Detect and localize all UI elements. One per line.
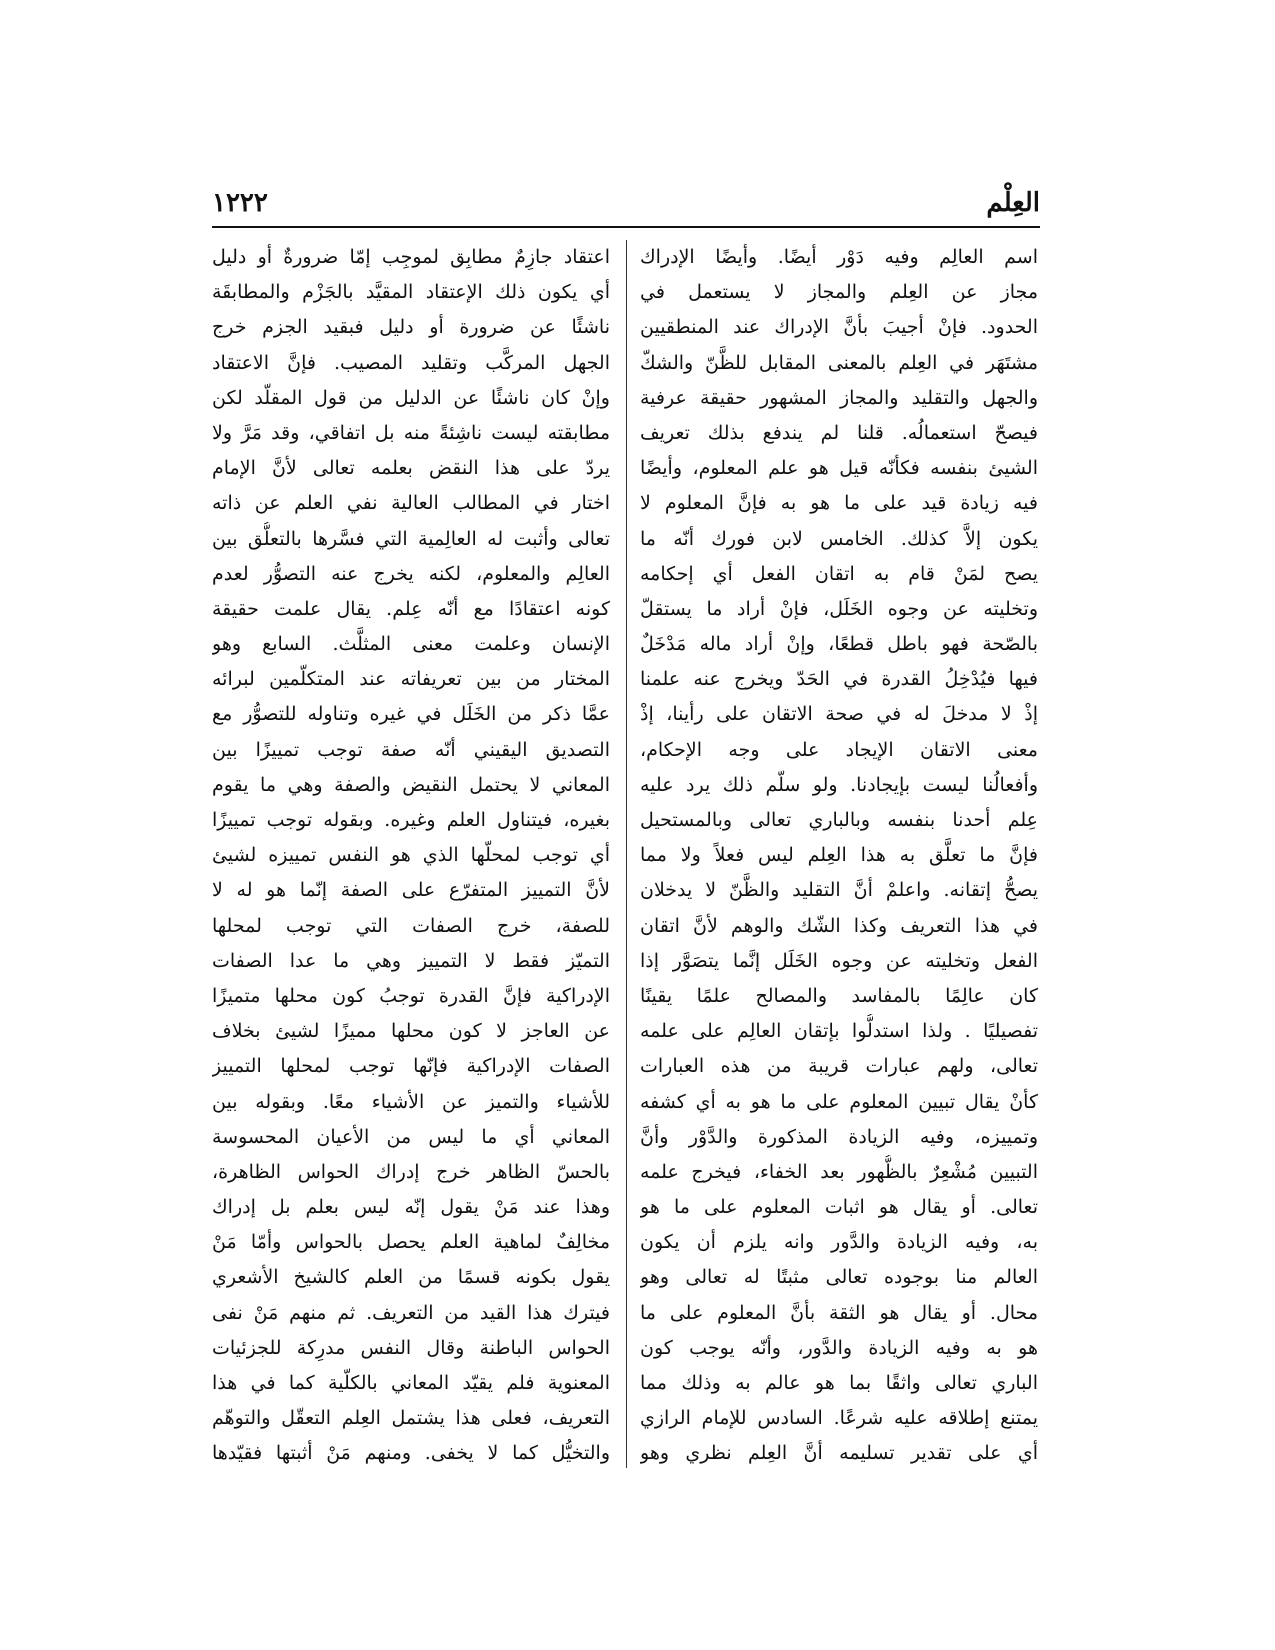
text-line: الشيئ بنفسه فكأنّه قيل هو علم المعلوم، وأيضًا (640, 457, 1038, 480)
text-line: كأنْ يقال تبيين المعلوم على ما هو به أي كشفه (640, 1090, 1038, 1113)
text-line: الحدود. فإنْ أجيبَ بأنَّ الإدراك عند المنطقيين (640, 316, 1038, 339)
page-number: ١٢٢٢ (212, 188, 268, 218)
text-line: ناشئًا عن ضرورة أو دليل فبقيد الجزم خرج (212, 316, 610, 339)
text-line: تعالى وأثبت له العالِمية التي فسَّرها بالتعلُّق بين (212, 527, 610, 550)
text-line: بالحسّ الظاهر خرج إدراك الحواس الظاهرة، (212, 1160, 610, 1183)
text-line: التصديق اليقيني أنّه صفة توجب تمييزًا بين (212, 738, 610, 761)
left-column (212, 240, 610, 1472)
text-line: المعنوية فلم يقيّد المعاني بالكلّية كما في هذا (212, 1372, 610, 1394)
text-line: في هذا التعريف وكذا الشّك والوهم لأنَّ اتقان (640, 914, 1038, 937)
text-line: وتمييزه، وفيه الزيادة المذكورة والدَّوْر وأنَّ (640, 1125, 1038, 1148)
text-line: إذْ لا مدخلَ له في صحة الاتقان على رأينا، إذْ (640, 703, 1038, 726)
text-line: الجهل المركَّب وتقليد المصيب. فإنَّ الاعتقاد (212, 351, 610, 374)
text-line: كونه اعتقادًا مع أنّه عِلم. يقال علمت حقيقة (212, 597, 610, 620)
text-line: فيصحّ استعمالُه. قلنا لم يندفع بذلك تعريف (640, 421, 1038, 444)
text-line: اعتقاد جازِمٌ مطابِق لموجِب إمّا ضرورةٌ أو دليل (212, 246, 610, 268)
text-line: بالصّحة فهو باطل قطعًا، وإنْ أراد ماله مَدْخَلٌ (640, 633, 1038, 656)
text-line: أي يكون ذلك الإعتقاد المقيَّد بالجَزْم والمطابقَة (212, 281, 610, 304)
text-line: والجهل والتقليد والمجاز المشهور حقيقة عرفية (640, 386, 1038, 409)
text-line: وهذا عند مَنْ يقول إنّه ليس بعلم بل إدراك (212, 1196, 610, 1219)
text-line: تفصيليًا . ولذا استدلُّوا بإتقان العالِم على علمه (640, 1020, 1038, 1043)
text-line: أي توجب لمحلّها الذي هو النفس تمييزه لشيئ (212, 844, 610, 867)
text-line: فإنَّ ما تعلَّق به هذا العِلم ليس فعلاً ولا مما (640, 844, 1038, 867)
text-line: يردّ على هذا النقض بعلمه تعالى لأنَّ الإمام (212, 457, 610, 480)
text-line: محال. أو يقال هو الثقة بأنَّ المعلوم على ما (640, 1301, 1038, 1324)
text-line: للأشياء والتميز عن الأشياء معًا. وبقوله بين (212, 1090, 610, 1113)
text-line: بغيره، فيتناول العلم وغيره. وبقوله توجب تمييزًا (212, 809, 610, 831)
text-line: فيترك هذا القيد من التعريف. ثم منهم مَنْ نفى (212, 1301, 610, 1324)
text-line: الإدراكية فإنَّ القدرة توجبُ كون محلها متميزًا (212, 984, 610, 1007)
text-line: مجاز عن العِلم والمجاز لا يستعمل في (640, 281, 1038, 304)
text-line: المعاني أي ما ليس من الأعيان المحسوسة (212, 1125, 610, 1148)
text-line: عمَّا ذكر من الخَلَل في غيره وتناوله للتصوُّر مع (212, 703, 610, 726)
text-line: عِلم أحدنا بنفسه وبالباري تعالى وبالمستحيل (640, 809, 1038, 831)
text-line: اختار في المطالب العالية نفي العلم عن ذاته (212, 492, 610, 515)
column-divider (626, 240, 627, 1468)
text-line: به، وفيه الزيادة والدَّور وانه يلزم أن يكون (640, 1231, 1038, 1254)
text-line: الإنسان وعلمت معنى المثلَّث. السابع وهو (212, 633, 610, 656)
text-line: العالِم والمعلوم، لكنه يخرج عنه التصوُّر لعدم (212, 562, 610, 585)
text-line: مشتَهَر في العِلم بالمعنى المقابل للظَّنّ والشكّ (640, 351, 1038, 374)
text-line: المعاني لا يحتمل النقيض والصفة وهي ما يقوم (212, 773, 610, 796)
text-line: فيها فيُدْخِلُ القدرة في الحَدّ ويخرج عنه علمنا (640, 668, 1038, 691)
text-line: التعريف، فعلى هذا يشتمل العِلم التعقّل والتوهّم (212, 1407, 610, 1430)
text-line: اسم العالِم وفيه دَوْر أيضًا. وأيضًا الإدراك (640, 246, 1038, 268)
text-line: مخالِفٌ لماهية العلم يحصل بالحواس وأمّا مَنْ (212, 1231, 610, 1254)
text-line: يمتنع إطلاقه عليه شرعًا. السادس للإمام الرازي (640, 1407, 1038, 1430)
text-line: معنى الاتقان الإيجاد على وجه الإحكام، (640, 738, 1038, 761)
text-line: وتخليته عن وجوه الخَلَل، فإنْ أراد ما يستقلّ (640, 597, 1038, 620)
text-line: للصفة، خرج الصفات التي توجب لمحلها (212, 914, 610, 937)
text-line: كان عالِمًا بالمفاسد والمصالح علمًا يقينًا (640, 984, 1038, 1007)
running-title: العِلْم (986, 188, 1040, 218)
text-line: التميّز فقط لا التمييز وهي ما عدا الصفات (212, 949, 610, 972)
text-line: الحواس الباطنة وقال النفس مدرِكة للجزئيات (212, 1336, 610, 1359)
page-header (212, 188, 1040, 228)
text-line: وأفعالُنا ليست بإيجادنا. ولو سلّم ذلك يرد عليه (640, 773, 1038, 796)
text-line: يصح لمَنْ قام به اتقان الفعل أي إحكامه (640, 562, 1038, 585)
text-line: تعالى. أو يقال هو اثبات المعلوم على ما هو (640, 1196, 1038, 1219)
right-column (640, 240, 1038, 1472)
text-line: يقول بكونه قسمًا من العلم كالشيخ الأشعري (212, 1266, 610, 1289)
text-line: أي على تقدير تسليمه أنَّ العِلم نظري وهو (640, 1442, 1038, 1465)
text-line: الصفات الإدراكية فإنّها توجب لمحلها التمييز (212, 1055, 610, 1078)
text-line: والتخيُّل كما لا يخفى. ومنهم مَنْ أثبتها فقيّدها (212, 1442, 610, 1465)
text-line: الفعل وتخليته عن وجوه الخَلَل إنَّما يتصَوَّر إذا (640, 949, 1038, 972)
text-line: وإنْ كان ناشئًا عن الدليل من قول المقلّد لكن (212, 386, 610, 409)
text-line: الباري تعالى واثقًا بما هو عالم به وذلك مما (640, 1372, 1038, 1394)
text-line: مطابقته ليست ناشِئةً منه بل اتفاقي، وقد مَرَّ ولا (212, 421, 610, 444)
text-line: التبيين مُشْعِرٌ بالظُّهور بعد الخفاء، فيخرج علمه (640, 1160, 1038, 1183)
text-line: تعالى، ولهم عبارات قريبة من هذه العبارات (640, 1055, 1038, 1078)
text-line: عن العاجز لا كون محلها مميزًا لشيئ بخلاف (212, 1020, 610, 1043)
header-rule (212, 226, 1040, 228)
text-line: العالم منا بوجوده تعالى مثبتًا له تعالى وهو (640, 1266, 1038, 1289)
text-line: يصحُّ إتقانه. واعلمْ أنَّ التقليد والظَّنّ لا يدخلان (640, 879, 1038, 902)
text-line: المختار من بين تعريفاته عند المتكلّمين لبرائه (212, 668, 610, 691)
text-line: هو به وفيه الزيادة والدَّور، وأنّه يوجب كون (640, 1336, 1038, 1359)
text-line: لأنَّ التمييز المتفرّع على الصفة إنّما هو له لا (212, 879, 610, 902)
text-line: يكون إلاَّ كذلك. الخامس لابن فورك أنّه ما (640, 527, 1038, 550)
text-line: فيه زيادة قيد على ما هو به فإنَّ المعلوم لا (640, 492, 1038, 515)
